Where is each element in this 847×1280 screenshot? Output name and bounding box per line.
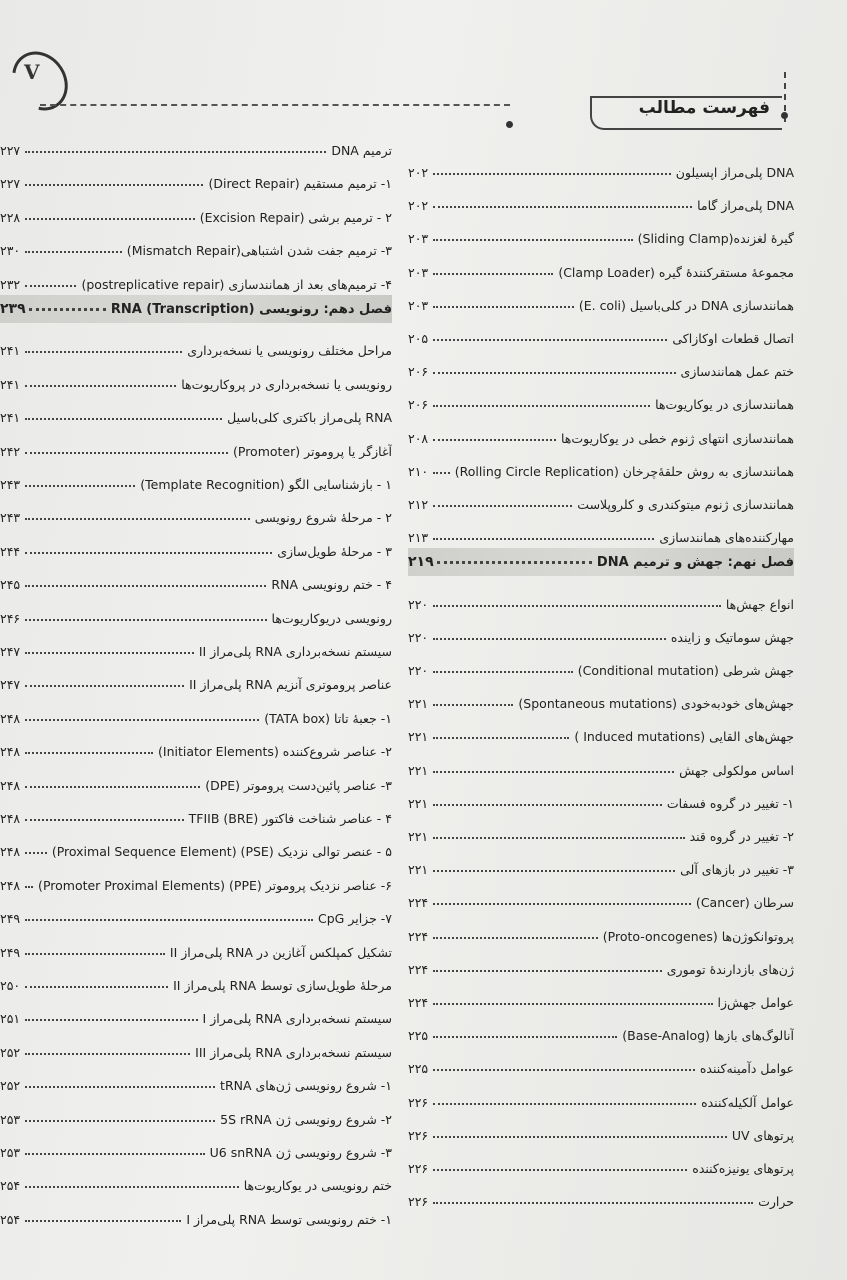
toc-entry bbox=[408, 183, 794, 213]
toc-entry-page: ۲۴۸ bbox=[0, 744, 21, 760]
toc-entry-title: جهش‌های القایی (Induced mutations ) bbox=[574, 729, 794, 745]
toc-entry-page: ۲۰۶ bbox=[408, 397, 429, 413]
toc-entry-page: ۲۵۲ bbox=[0, 1044, 21, 1060]
toc-entry-title: ختم رونویسی در یوکاریوت‌ها bbox=[243, 1178, 392, 1194]
toc-entry bbox=[408, 150, 794, 180]
dot-leader bbox=[25, 919, 313, 921]
dot-leader bbox=[25, 819, 184, 821]
toc-entry-title: همانندسازی ژنوم میتوکندری و کلروپلاست bbox=[577, 497, 794, 512]
dot-leader bbox=[437, 561, 592, 564]
toc-title: فهرست مطالب bbox=[638, 98, 770, 118]
toc-entry-page: ۲۲۱ bbox=[408, 829, 429, 844]
dot-leader bbox=[433, 704, 513, 706]
toc-entry-title: سرطان (Cancer) bbox=[695, 895, 794, 911]
toc-entry-page: ۲۱۹ bbox=[408, 554, 434, 571]
toc-entry-title: عوامل آلکیله‌کننده bbox=[701, 1094, 794, 1110]
toc-entry-page: ۲۴۵ bbox=[0, 577, 21, 593]
toc-entry-title: سیستم نسخه‌برداری RNA پلی‌مراز III bbox=[195, 1044, 392, 1060]
toc-entry-page: ۲۰۶ bbox=[408, 364, 429, 380]
dot-leader bbox=[433, 1069, 695, 1071]
dot-leader bbox=[25, 886, 33, 888]
toc-entry-title: ژن‌های بازدارندهٔ توموری bbox=[666, 961, 794, 977]
toc-entry-title: پرتوهای یونیزه‌کننده bbox=[692, 1161, 794, 1176]
toc-entry-title: سیستم نسخه‌برداری RNA پلی‌مراز I bbox=[202, 1011, 392, 1027]
toc-entry bbox=[0, 930, 392, 960]
toc-chapter-heading bbox=[0, 295, 392, 323]
toc-entry bbox=[408, 1013, 794, 1043]
dot-leader bbox=[433, 903, 691, 905]
toc-entry-page: ۲۳۰ bbox=[0, 243, 21, 259]
toc-entry bbox=[408, 980, 794, 1010]
toc-entry-title: پرتوهای UV bbox=[731, 1127, 794, 1143]
toc-entry-title: ختم عمل همانندسازی bbox=[680, 364, 794, 380]
toc-entry-page: ۲۲۷ bbox=[0, 143, 21, 158]
toc-entry-page: ۲۲۷ bbox=[0, 176, 21, 192]
toc-chapter-heading bbox=[408, 548, 794, 576]
toc-entry-page: ۲۴۱ bbox=[0, 376, 21, 392]
toc-entry-page: ۲۱۳ bbox=[408, 530, 429, 546]
page-number: V bbox=[24, 60, 40, 84]
toc-entry-page: ۲۲۵ bbox=[408, 1061, 429, 1077]
dot-leader bbox=[25, 752, 153, 754]
toc-entry-title: ۳- ترمیم جفت شدن اشتباهی(Mismatch Repair) bbox=[126, 243, 392, 259]
toc-entry bbox=[408, 648, 794, 678]
toc-entry-page: ۲۲۴ bbox=[408, 961, 429, 977]
toc-entry-title: ۱ - بازشناسایی الگو (Template Recognition) bbox=[140, 477, 392, 492]
toc-entry bbox=[408, 316, 794, 346]
toc-entry bbox=[408, 1179, 794, 1209]
toc-entry-title: ۵ - عنصر توالی نزدیک (PSE) (Proximal Sequence Element) bbox=[51, 844, 392, 860]
toc-entry-page: ۲۲۵ bbox=[408, 1028, 429, 1044]
toc-entry-page: ۲۰۸ bbox=[408, 430, 429, 446]
dot-leader bbox=[25, 485, 135, 487]
dot-leader bbox=[25, 285, 76, 287]
toc-entry bbox=[0, 696, 392, 726]
toc-entry-title: اتصال قطعات اوکازاکی bbox=[672, 331, 794, 346]
toc-entry-title: ۲- تغییر در گروه قند bbox=[689, 829, 794, 844]
toc-entry-title: DNA پلی‌مراز اپسیلون bbox=[675, 165, 794, 180]
toc-entry bbox=[408, 914, 794, 944]
toc-entry-page: ۲۵۳ bbox=[0, 1145, 21, 1160]
dot-leader bbox=[25, 719, 259, 721]
dot-leader bbox=[433, 671, 573, 673]
dot-leader bbox=[25, 385, 176, 387]
toc-entry-page: ۲۲۶ bbox=[408, 1161, 429, 1176]
toc-entry bbox=[0, 529, 392, 559]
toc-entry bbox=[0, 395, 392, 425]
toc-entry bbox=[0, 495, 392, 525]
header-dot bbox=[781, 112, 788, 119]
toc-entry-title: ۲- عناصر شروع‌کننده (Initiator Elements) bbox=[158, 744, 392, 760]
toc-entry-page: ۲۰۲ bbox=[408, 198, 429, 214]
dot-leader bbox=[433, 771, 674, 773]
toc-entry-page: ۲۱۲ bbox=[408, 497, 429, 512]
dot-leader bbox=[25, 685, 184, 687]
toc-entry bbox=[0, 1197, 392, 1227]
toc-entry bbox=[0, 763, 392, 793]
toc-entry-title: ۲ - مرحلهٔ شروع رونویسی bbox=[254, 510, 392, 526]
dot-leader bbox=[25, 1186, 239, 1188]
toc-entry bbox=[0, 128, 392, 158]
toc-entry bbox=[408, 748, 794, 778]
toc-entry-page: ۲۵۰ bbox=[0, 978, 21, 993]
toc-entry-page: ۲۴۸ bbox=[0, 777, 21, 793]
toc-entry bbox=[0, 228, 392, 258]
toc-entry bbox=[0, 462, 392, 492]
toc-entry-title: همانندسازی DNA در کلی‌باسیل (E. coli) bbox=[578, 297, 794, 313]
toc-entry-page: ۲۴۹ bbox=[0, 911, 21, 927]
toc-entry-page: ۲۲۰ bbox=[408, 663, 429, 678]
toc-entry-title: آنالوگ‌های بازها (Base-Analog) bbox=[622, 1028, 794, 1044]
toc-entry-page: ۲۴۷ bbox=[0, 644, 21, 659]
dot-leader bbox=[433, 306, 574, 308]
toc-entry bbox=[408, 349, 794, 379]
dot-leader bbox=[25, 184, 203, 186]
toc-entry-title: ۲ - ترمیم برشی (Excision Repair) bbox=[199, 209, 392, 225]
dot-leader bbox=[25, 1053, 190, 1055]
toc-entry-page: ۲۱۰ bbox=[408, 463, 429, 479]
dot-leader bbox=[25, 585, 266, 587]
dot-leader bbox=[25, 1086, 215, 1088]
toc-entry bbox=[408, 1146, 794, 1176]
toc-entry bbox=[0, 1097, 392, 1127]
toc-entry bbox=[0, 829, 392, 859]
toc-entry-page: ۲۴۲ bbox=[0, 443, 21, 459]
toc-entry-page: ۲۰۳ bbox=[408, 264, 429, 280]
toc-entry-page: ۲۴۴ bbox=[0, 543, 21, 559]
toc-entry-title: ۳ - مرحلهٔ طویل‌سازی bbox=[277, 543, 392, 559]
toc-entry bbox=[0, 896, 392, 926]
toc-entry bbox=[408, 416, 794, 446]
toc-entry bbox=[0, 1063, 392, 1093]
dot-leader bbox=[433, 804, 662, 806]
dot-leader bbox=[433, 638, 666, 640]
toc-entry-title: عوامل جهش‌زا bbox=[717, 995, 794, 1010]
toc-entry-page: ۲۰۳ bbox=[408, 231, 429, 247]
toc-entry-title: ۱- ترمیم مستقیم (Direct Repair) bbox=[208, 176, 392, 192]
toc-entry bbox=[408, 714, 794, 744]
toc-entry bbox=[0, 662, 392, 692]
dot-leader bbox=[433, 372, 676, 374]
toc-entry bbox=[0, 195, 392, 225]
toc-entry bbox=[408, 681, 794, 711]
toc-entry-page: ۲۲۴ bbox=[408, 928, 429, 944]
toc-entry-title: رونویسی یا نسخه‌برداری در پروکاریوت‌ها bbox=[181, 376, 392, 392]
toc-entry-title: ۱- جعبهٔ تاتا (TATA box) bbox=[264, 710, 392, 726]
toc-entry-title: همانندسازی به روش حلقهٔ‌چرخان (Rolling Circle Replication) bbox=[454, 463, 794, 479]
toc-entry bbox=[408, 1113, 794, 1143]
toc-entry-title: ۴- ترمیم‌های بعد از همانندسازی (postreplicative repair) bbox=[81, 276, 392, 292]
toc-entry-page: ۲۴۸ bbox=[0, 844, 21, 860]
toc-entry-title: RNA پلی‌مراز باکتری کلی‌باسیل bbox=[227, 410, 392, 426]
toc-entry-title: تشکیل کمپلکس آغازین در RNA پلی‌مراز II bbox=[169, 944, 392, 960]
toc-entry-page: ۲۲۶ bbox=[408, 1094, 429, 1110]
toc-entry-page: ۲۵۳ bbox=[0, 1111, 21, 1127]
toc-entry-title: اساس مولکولی جهش bbox=[679, 762, 794, 778]
dot-leader bbox=[433, 1003, 713, 1005]
dot-leader bbox=[25, 452, 228, 454]
toc-entry-title: همانندسازی در یوکاریوت‌ها bbox=[655, 397, 794, 413]
toc-entry bbox=[0, 729, 392, 759]
toc-entry-page: ۲۲۴ bbox=[408, 995, 429, 1010]
toc-entry-page: ۲۲۱ bbox=[408, 795, 429, 811]
toc-entry-page: ۲۲۶ bbox=[408, 1127, 429, 1143]
toc-entry-page: ۲۴۱ bbox=[0, 343, 21, 359]
toc-entry-page: ۲۴۳ bbox=[0, 477, 21, 492]
toc-entry-page: ۲۳۲ bbox=[0, 276, 21, 292]
toc-entry bbox=[0, 328, 392, 358]
toc-entry bbox=[0, 562, 392, 592]
dot-leader bbox=[25, 652, 194, 654]
toc-entry-page: ۲۳۹ bbox=[0, 301, 26, 317]
toc-entry-title: انواع جهش‌ها bbox=[725, 596, 794, 612]
dot-leader bbox=[25, 418, 222, 420]
dot-leader bbox=[433, 1202, 753, 1204]
toc-entry-title: همانندسازی انتهای ژنوم خطی در یوکاریوت‌ها bbox=[560, 430, 794, 446]
dot-leader bbox=[433, 273, 553, 275]
toc-entry-title: جهش شرطی (Conditional mutation) bbox=[577, 663, 794, 678]
dot-leader bbox=[25, 518, 250, 520]
dot-leader bbox=[433, 505, 572, 507]
toc-entry bbox=[0, 596, 392, 626]
toc-entry bbox=[408, 449, 794, 479]
toc-entry-page: ۲۵۱ bbox=[0, 1011, 21, 1027]
dot-leader bbox=[25, 1019, 198, 1021]
toc-entry-title: ۱- ختم رونویسی توسط RNA پلی‌مراز I bbox=[186, 1211, 392, 1227]
toc-entry bbox=[0, 1163, 392, 1193]
toc-entry-title: مهارکننده‌های همانندسازی bbox=[659, 530, 794, 546]
dot-leader bbox=[433, 173, 671, 175]
toc-entry bbox=[408, 1046, 794, 1076]
toc-entry bbox=[408, 382, 794, 412]
toc-entry-title: فصل نهم: جهش و ترمیم DNA bbox=[596, 554, 794, 570]
dot-leader bbox=[433, 605, 721, 607]
toc-entry-title: DNA پلی‌مراز گاما bbox=[697, 198, 794, 214]
toc-entry-title: ۳- شروع رونویسی ژن U6 snRNA bbox=[209, 1145, 392, 1160]
toc-entry bbox=[0, 262, 392, 292]
dot-leader bbox=[433, 472, 450, 474]
dot-leader bbox=[433, 1036, 617, 1038]
toc-entry bbox=[408, 283, 794, 313]
toc-entry-title: عوامل دآمینه‌کننده bbox=[699, 1061, 794, 1077]
toc-entry bbox=[0, 796, 392, 826]
toc-entry-page: ۲۴۸ bbox=[0, 877, 21, 893]
toc-entry bbox=[408, 582, 794, 612]
toc-entry-title: رونویسی دریوکاریوت‌ها bbox=[271, 610, 392, 626]
toc-entry-title: مرحلهٔ طویل‌سازی توسط RNA پلی‌مراز II bbox=[173, 978, 392, 993]
toc-entry-page: ۲۴۹ bbox=[0, 944, 21, 960]
dot-leader bbox=[433, 837, 685, 839]
toc-entry-page: ۲۲۱ bbox=[408, 862, 429, 878]
toc-entry-page: ۲۲۰ bbox=[408, 629, 429, 645]
toc-entry-page: ۲۲۱ bbox=[408, 762, 429, 778]
toc-entry-page: ۲۲۱ bbox=[408, 696, 429, 712]
dot-leader bbox=[25, 251, 122, 253]
dot-leader bbox=[25, 351, 182, 353]
dot-leader bbox=[25, 852, 47, 854]
toc-entry-title: مجموعهٔ مستقرکنندهٔ گیره (Clamp Loader) bbox=[558, 264, 794, 280]
toc-entry bbox=[0, 429, 392, 459]
toc-entry-page: ۲۴۸ bbox=[0, 710, 21, 726]
toc-entry-page: ۲۴۳ bbox=[0, 510, 21, 526]
toc-entry-page: ۲۲۴ bbox=[408, 895, 429, 911]
toc-entry-page: ۲۲۱ bbox=[408, 729, 429, 745]
dot-leader bbox=[29, 308, 106, 311]
toc-entry bbox=[0, 963, 392, 993]
dot-leader bbox=[433, 870, 675, 872]
toc-entry-title: ۱- شروع رونویسی ژن‌های tRNA bbox=[220, 1078, 392, 1094]
toc-entry-title: ۷- جزایر CpG bbox=[317, 911, 392, 927]
dot-leader bbox=[433, 1169, 687, 1171]
toc-entry-page: ۲۵۴ bbox=[0, 1211, 21, 1227]
toc-entry-title: ۴ - ختم رونویسی RNA bbox=[271, 577, 392, 593]
dot-leader bbox=[25, 986, 168, 988]
toc-entry-title: ۴ - عناصر شناخت فاکتور TFIIB (BRE) bbox=[188, 811, 392, 826]
toc-entry-page: ۲۴۶ bbox=[0, 610, 21, 626]
toc-entry bbox=[408, 1080, 794, 1110]
dot-leader bbox=[433, 1103, 696, 1105]
toc-entry-page: ۲۴۷ bbox=[0, 677, 21, 693]
dot-leader bbox=[433, 538, 654, 540]
toc-entry bbox=[408, 216, 794, 246]
dot-leader bbox=[25, 619, 267, 621]
toc-entry-title: ۲- شروع رونویسی ژن 5S rRNA bbox=[220, 1111, 392, 1127]
toc-entry-title: ۶- عناصر نزدیک پروموتر (PPE) (Promoter Proximal Elements) bbox=[38, 877, 392, 893]
toc-entry bbox=[0, 629, 392, 659]
dot-leader bbox=[25, 786, 200, 788]
dot-leader bbox=[433, 1136, 727, 1138]
toc-entry bbox=[0, 996, 392, 1026]
dot-leader bbox=[433, 439, 556, 441]
toc-entry-title: ۱- تغییر در گروه فسفات bbox=[666, 795, 794, 811]
dot-leader bbox=[25, 953, 165, 955]
toc-entry bbox=[408, 847, 794, 877]
toc-entry-page: ۲۲۰ bbox=[408, 596, 429, 612]
dot-leader bbox=[433, 206, 692, 208]
dot-leader bbox=[25, 552, 272, 554]
toc-entry-title: حرارت bbox=[758, 1194, 794, 1210]
dot-leader bbox=[25, 218, 195, 220]
toc-entry bbox=[408, 947, 794, 977]
toc-entry-page: ۲۰۳ bbox=[408, 297, 429, 313]
toc-entry bbox=[0, 1130, 392, 1160]
top-divider bbox=[40, 104, 510, 106]
toc-entry-page: ۲۵۲ bbox=[0, 1078, 21, 1094]
toc-entry-page: ۲۴۱ bbox=[0, 410, 21, 426]
divider-dot bbox=[506, 121, 513, 128]
toc-entry-page: ۲۲۸ bbox=[0, 209, 21, 225]
toc-entry bbox=[0, 362, 392, 392]
dot-leader bbox=[433, 239, 633, 241]
toc-entry bbox=[408, 250, 794, 280]
dot-leader bbox=[25, 1220, 181, 1222]
dot-leader bbox=[433, 937, 598, 939]
toc-entry-title: سیستم نسخه‌برداری RNA پلی‌مراز II bbox=[198, 644, 392, 659]
toc-entry bbox=[408, 615, 794, 645]
toc-entry-title: جهش سوماتیک و زاینده bbox=[670, 629, 794, 645]
dot-leader bbox=[433, 339, 667, 341]
toc-entry-page: ۲۵۴ bbox=[0, 1178, 21, 1194]
toc-entry-title: گیرهٔ لغزنده(Sliding Clamp) bbox=[637, 231, 794, 247]
toc-entry-title: جهش‌های خودبه‌خودی (Spontaneous mutations) bbox=[518, 696, 794, 712]
toc-entry-page: ۲۲۶ bbox=[408, 1194, 429, 1210]
toc-entry-page: ۲۰۵ bbox=[408, 331, 429, 346]
toc-entry-title: ترمیم DNA bbox=[331, 143, 392, 158]
toc-entry-title: ۳- عناصر پائین‌دست پروموتر (DPE) bbox=[205, 777, 392, 793]
toc-entry bbox=[408, 515, 794, 545]
toc-entry-page: ۲۰۲ bbox=[408, 165, 429, 180]
dot-leader bbox=[25, 1120, 215, 1122]
toc-entry bbox=[408, 781, 794, 811]
toc-entry-title: مراحل مختلف رونویسی یا نسخه‌برداری bbox=[187, 343, 392, 359]
dot-leader bbox=[25, 151, 326, 153]
toc-entry bbox=[0, 863, 392, 893]
toc-entry-title: فصل دهم: رونویسی RNA (Transcription) bbox=[110, 301, 392, 317]
toc-entry bbox=[0, 161, 392, 191]
toc-entry-title: ۳- تغییر در بازهای آلی bbox=[680, 862, 794, 878]
toc-entry bbox=[408, 880, 794, 910]
dot-leader bbox=[433, 405, 650, 407]
toc-entry bbox=[408, 482, 794, 512]
toc-entry-title: پروتوانکوژن‌ها (Proto-oncogenes) bbox=[602, 928, 794, 944]
dot-leader bbox=[25, 1153, 205, 1155]
toc-entry-title: عناصر پروموتری آنزیم RNA پلی‌مراز II bbox=[189, 677, 392, 693]
toc-entry-page: ۲۴۸ bbox=[0, 811, 21, 826]
toc-entry bbox=[408, 814, 794, 844]
dot-leader bbox=[433, 970, 662, 972]
dot-leader bbox=[433, 737, 569, 739]
toc-entry bbox=[0, 1030, 392, 1060]
toc-entry-title: آغازگر یا پروموتر (Promoter) bbox=[232, 443, 392, 459]
